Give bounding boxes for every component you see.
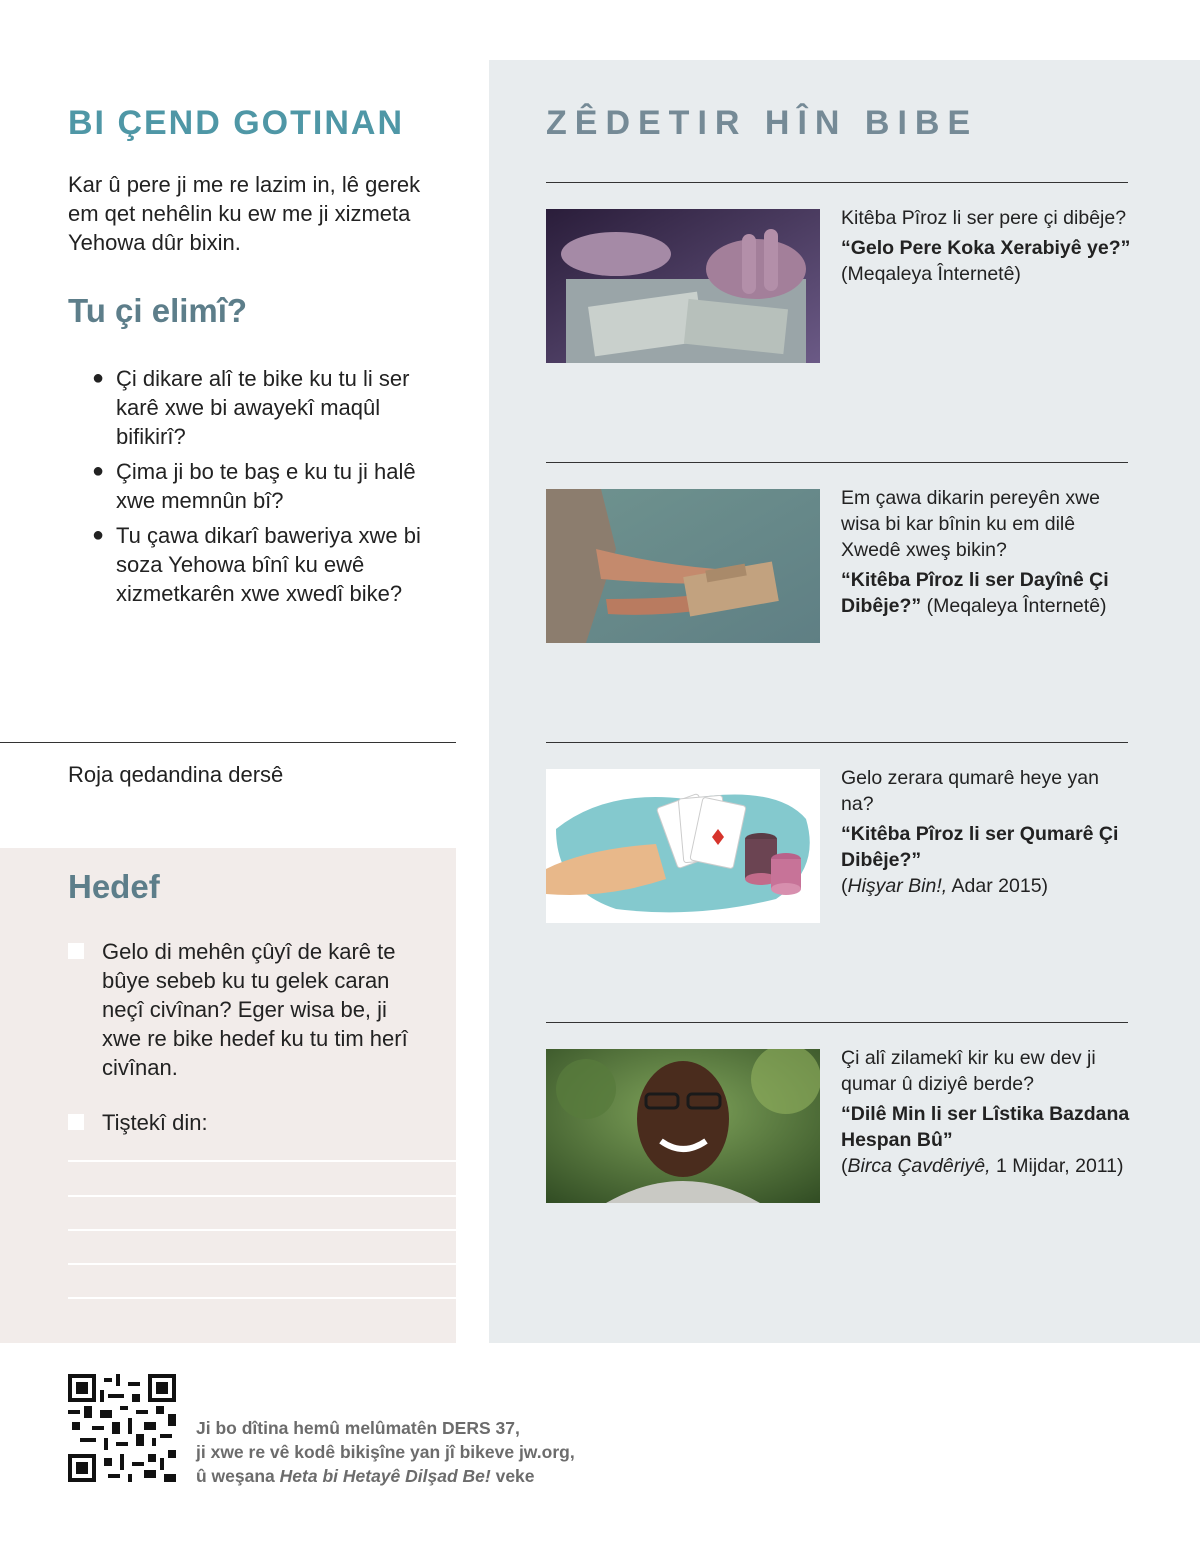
bullet-icon: ● bbox=[92, 460, 105, 482]
divider bbox=[546, 182, 1128, 183]
resource-source-date: Adar 2015 bbox=[951, 875, 1042, 897]
resource-source-date: 1 Mijdar, 2011 bbox=[995, 1155, 1118, 1177]
question-text: Tu çawa dikarî baweriya xwe bi soza Yehowa bînî ku ewê xizmetkarên xwe xwedî bike? bbox=[116, 523, 421, 606]
resource-title-link[interactable]: “Kitêba Pîroz li ser Qumarê Çi Dibêje?” bbox=[841, 823, 1119, 871]
cards-chips-image[interactable] bbox=[546, 769, 820, 923]
footer-text bbox=[196, 1416, 575, 1488]
write-line[interactable] bbox=[68, 1229, 456, 1231]
footer-suffix: veke bbox=[495, 1466, 535, 1486]
questions-title: Tu çi elimî? bbox=[68, 292, 248, 329]
bullet-icon: ● bbox=[92, 524, 105, 546]
write-line[interactable] bbox=[68, 1160, 456, 1162]
resource-question: Em çawa dikarin pereyên xwe wisa bi kar bînin ku em dilê Xwedê xweş bikin? bbox=[841, 487, 1101, 561]
bullet-icon: ● bbox=[92, 367, 105, 389]
resource-source: (Birca Çavdêriyê, 1 Mijdar, 2011) bbox=[841, 1155, 1124, 1177]
goal-item-other bbox=[68, 1108, 428, 1137]
write-line[interactable] bbox=[68, 1195, 456, 1197]
qr-code-icon[interactable] bbox=[68, 1374, 176, 1482]
resource-item bbox=[841, 1045, 1131, 1179]
questions-list bbox=[92, 364, 432, 614]
footer-line: ji xwe re vê kodê bikişîne yan jî bikeve jw.org, bbox=[196, 1442, 575, 1462]
goal-checkbox[interactable] bbox=[68, 943, 84, 959]
goal-title: Hedef bbox=[68, 868, 160, 905]
resource-question: Çi alî zilamekî kir ku ew dev ji qumar û diziyê berde? bbox=[841, 1047, 1096, 1095]
goal-panel bbox=[0, 848, 456, 1343]
publication-title: Heta bi Hetayê Dilşad Be! bbox=[279, 1466, 491, 1486]
resource-item bbox=[841, 205, 1131, 287]
lesson-date-label: Roja qedandina dersê bbox=[68, 762, 284, 787]
divider bbox=[0, 742, 456, 743]
question-item bbox=[92, 457, 432, 515]
intro-text: Kar û pere ji me re lazim in, lê gerek em qet nehêlin ku ew me ji xizmeta Yehowa dûr bixin. bbox=[68, 172, 421, 255]
goal-text: Gelo di mehên çûyî de karê te bûye sebeb ku tu gelek caran neçî civînan? Eger wisa be, ji xwe re bike hedef ku tu tim herî civînan. bbox=[102, 939, 408, 1080]
resource-title-link[interactable]: “Kitêba Pîroz li ser Dayînê Çi Dibêje?” bbox=[841, 569, 1109, 617]
question-item bbox=[92, 364, 432, 451]
money-hands-image[interactable] bbox=[546, 209, 820, 363]
divider bbox=[546, 1022, 1128, 1023]
resource-title-link[interactable]: “Dilê Min li ser Lîstika Bazdana Hespan Bû” bbox=[841, 1103, 1130, 1151]
resource-source: (Meqaleya Înternetê) bbox=[926, 595, 1107, 617]
divider bbox=[546, 462, 1128, 463]
footer-line bbox=[196, 1464, 575, 1488]
goal-checkbox[interactable] bbox=[68, 1114, 84, 1130]
resource-source: (Meqaleya Înternetê) bbox=[841, 263, 1021, 285]
footer-prefix: û weşana bbox=[196, 1466, 275, 1486]
write-line[interactable] bbox=[68, 1263, 456, 1265]
resource-source-publication: Hişyar Bin!, bbox=[847, 875, 948, 897]
question-item bbox=[92, 521, 432, 608]
resource-item bbox=[841, 765, 1131, 899]
resource-question: Gelo zerara qumarê heye yan na? bbox=[841, 767, 1099, 815]
resource-item bbox=[841, 485, 1131, 619]
section-title-key-points: BI ÇEND GOTINAN bbox=[68, 104, 404, 142]
resource-source-publication: Birca Çavdêriyê, bbox=[847, 1155, 991, 1177]
question-text: Çi dikare alî te bike ku tu li ser karê xwe bi awayekî maqûl bifikirî? bbox=[116, 366, 410, 449]
write-line[interactable] bbox=[68, 1297, 456, 1299]
resource-question: Kitêba Pîroz li ser pere çi dibêje? bbox=[841, 207, 1127, 229]
smiling-man-image[interactable] bbox=[546, 1049, 820, 1203]
giving-package-image[interactable] bbox=[546, 489, 820, 643]
question-text: Çima ji bo te baş e ku tu ji halê xwe memnûn bî? bbox=[116, 459, 416, 513]
footer-line: Ji bo dîtina hemû melûmatên DERS 37, bbox=[196, 1418, 520, 1438]
resource-title-link[interactable]: “Gelo Pere Koka Xerabiyê ye?” bbox=[841, 237, 1131, 259]
goal-item bbox=[68, 937, 428, 1082]
goal-text: Tiştekî din: bbox=[102, 1110, 208, 1135]
resource-source: (Hişyar Bin!, Adar 2015) bbox=[841, 875, 1049, 897]
section-title-learn-more: ZÊDETIR HÎN BIBE bbox=[546, 104, 979, 142]
divider bbox=[546, 742, 1128, 743]
